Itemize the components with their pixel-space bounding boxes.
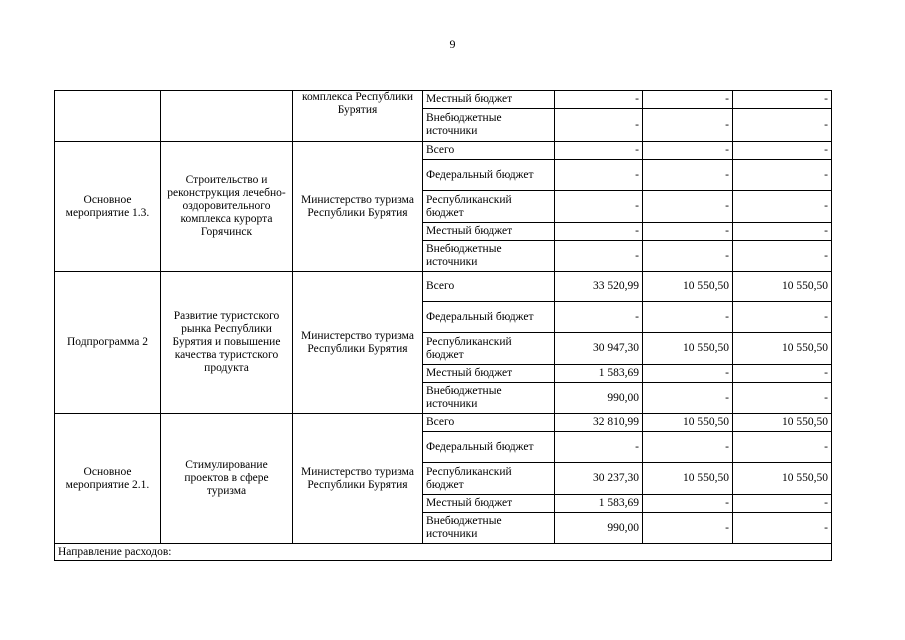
amount-cell: 10 550,50 bbox=[643, 414, 733, 432]
funding-source: Местный бюджет bbox=[423, 495, 555, 513]
amount-cell: 990,00 bbox=[555, 383, 643, 414]
amount-cell: - bbox=[555, 241, 643, 272]
amount-cell: - bbox=[643, 191, 733, 223]
funding-source: Всего bbox=[423, 414, 555, 432]
amount-cell: 10 550,50 bbox=[733, 463, 832, 495]
amount-cell: - bbox=[643, 302, 733, 333]
table-row bbox=[55, 414, 832, 432]
amount-cell: - bbox=[733, 91, 832, 109]
amount-cell: - bbox=[555, 432, 643, 463]
amount-cell: 10 550,50 bbox=[733, 272, 832, 302]
amount-cell: 10 550,50 bbox=[733, 333, 832, 365]
amount-cell: 10 550,50 bbox=[643, 463, 733, 495]
amount-cell: - bbox=[555, 223, 643, 241]
funding-source: Федеральный бюджет bbox=[423, 432, 555, 463]
executor-cell: Министерство туризма Республики Бурятия bbox=[293, 142, 423, 272]
program-title-cell: Строительство и реконструкция лечебно-оздоровительного комплекса курорта Горячинск bbox=[161, 142, 293, 272]
amount-cell: - bbox=[643, 109, 733, 142]
funding-source: Республиканский бюджет bbox=[423, 463, 555, 495]
amount-cell: - bbox=[733, 160, 832, 191]
funding-source: Федеральный бюджет bbox=[423, 302, 555, 333]
amount-cell: - bbox=[555, 109, 643, 142]
table-row bbox=[55, 142, 832, 160]
page-number: 9 bbox=[449, 37, 456, 51]
executor-cell: Министерство туризма Республики Бурятия bbox=[293, 272, 423, 414]
funding-source: Местный бюджет bbox=[423, 365, 555, 383]
amount-cell: - bbox=[555, 160, 643, 191]
amount-cell: - bbox=[733, 191, 832, 223]
amount-cell: - bbox=[733, 432, 832, 463]
amount-cell: - bbox=[643, 160, 733, 191]
funding-source: Внебюджетные источники bbox=[423, 241, 555, 272]
amount-cell: - bbox=[643, 513, 733, 544]
program-title-cell: Стимулирование проектов в сфере туризма bbox=[161, 414, 293, 544]
table-row bbox=[55, 91, 832, 109]
amount-cell: - bbox=[555, 142, 643, 160]
executor-cell: Министерство туризма Республики Бурятия bbox=[293, 414, 423, 544]
funding-source: Республиканский бюджет bbox=[423, 191, 555, 223]
amount-cell: - bbox=[733, 142, 832, 160]
expense-direction-label: Направление расходов: bbox=[55, 544, 832, 561]
amount-cell: - bbox=[733, 383, 832, 414]
amount-cell: - bbox=[643, 223, 733, 241]
amount-cell: - bbox=[555, 302, 643, 333]
amount-cell: 10 550,50 bbox=[643, 333, 733, 365]
amount-cell: 30 237,30 bbox=[555, 463, 643, 495]
amount-cell: - bbox=[643, 365, 733, 383]
amount-cell: - bbox=[643, 495, 733, 513]
funding-source: Внебюджетные источники bbox=[423, 383, 555, 414]
table-row bbox=[55, 272, 832, 302]
amount-cell: 33 520,99 bbox=[555, 272, 643, 302]
amount-cell: - bbox=[733, 513, 832, 544]
amount-cell: - bbox=[643, 241, 733, 272]
amount-cell: - bbox=[643, 383, 733, 414]
program-name-cell bbox=[55, 91, 161, 142]
funding-source: Всего bbox=[423, 272, 555, 302]
amount-cell: - bbox=[733, 241, 832, 272]
funding-source: Местный бюджет bbox=[423, 91, 555, 109]
amount-cell: - bbox=[733, 109, 832, 142]
program-name-cell: Основное мероприятие 2.1. bbox=[55, 414, 161, 544]
funding-source: Республиканский бюджет bbox=[423, 333, 555, 365]
amount-cell: - bbox=[643, 142, 733, 160]
amount-cell: 1 583,69 bbox=[555, 495, 643, 513]
amount-cell: - bbox=[733, 302, 832, 333]
amount-cell: 1 583,69 bbox=[555, 365, 643, 383]
amount-cell: 32 810,99 bbox=[555, 414, 643, 432]
amount-cell: 990,00 bbox=[555, 513, 643, 544]
program-name-cell: Подпрограмма 2 bbox=[55, 272, 161, 414]
amount-cell: - bbox=[733, 223, 832, 241]
program-name-cell: Основное мероприятие 1.3. bbox=[55, 142, 161, 272]
amount-cell: 10 550,50 bbox=[733, 414, 832, 432]
funding-source: Внебюджетные источники bbox=[423, 513, 555, 544]
program-title-cell bbox=[161, 91, 293, 142]
amount-cell: - bbox=[643, 91, 733, 109]
table-row bbox=[55, 544, 832, 561]
amount-cell: 10 550,50 bbox=[643, 272, 733, 302]
funding-source: Федеральный бюджет bbox=[423, 160, 555, 191]
program-title-cell: Развитие туристского рынка Республики Бурятия и повышение качества туристского продукта bbox=[161, 272, 293, 414]
budget-table bbox=[54, 90, 832, 561]
funding-source: Всего bbox=[423, 142, 555, 160]
amount-cell: 30 947,30 bbox=[555, 333, 643, 365]
executor-cell: комплекса Республики Бурятия bbox=[293, 91, 423, 142]
amount-cell: - bbox=[643, 432, 733, 463]
funding-source: Местный бюджет bbox=[423, 223, 555, 241]
amount-cell: - bbox=[555, 191, 643, 223]
amount-cell: - bbox=[733, 365, 832, 383]
funding-source: Внебюджетные источники bbox=[423, 109, 555, 142]
amount-cell: - bbox=[555, 91, 643, 109]
amount-cell: - bbox=[733, 495, 832, 513]
